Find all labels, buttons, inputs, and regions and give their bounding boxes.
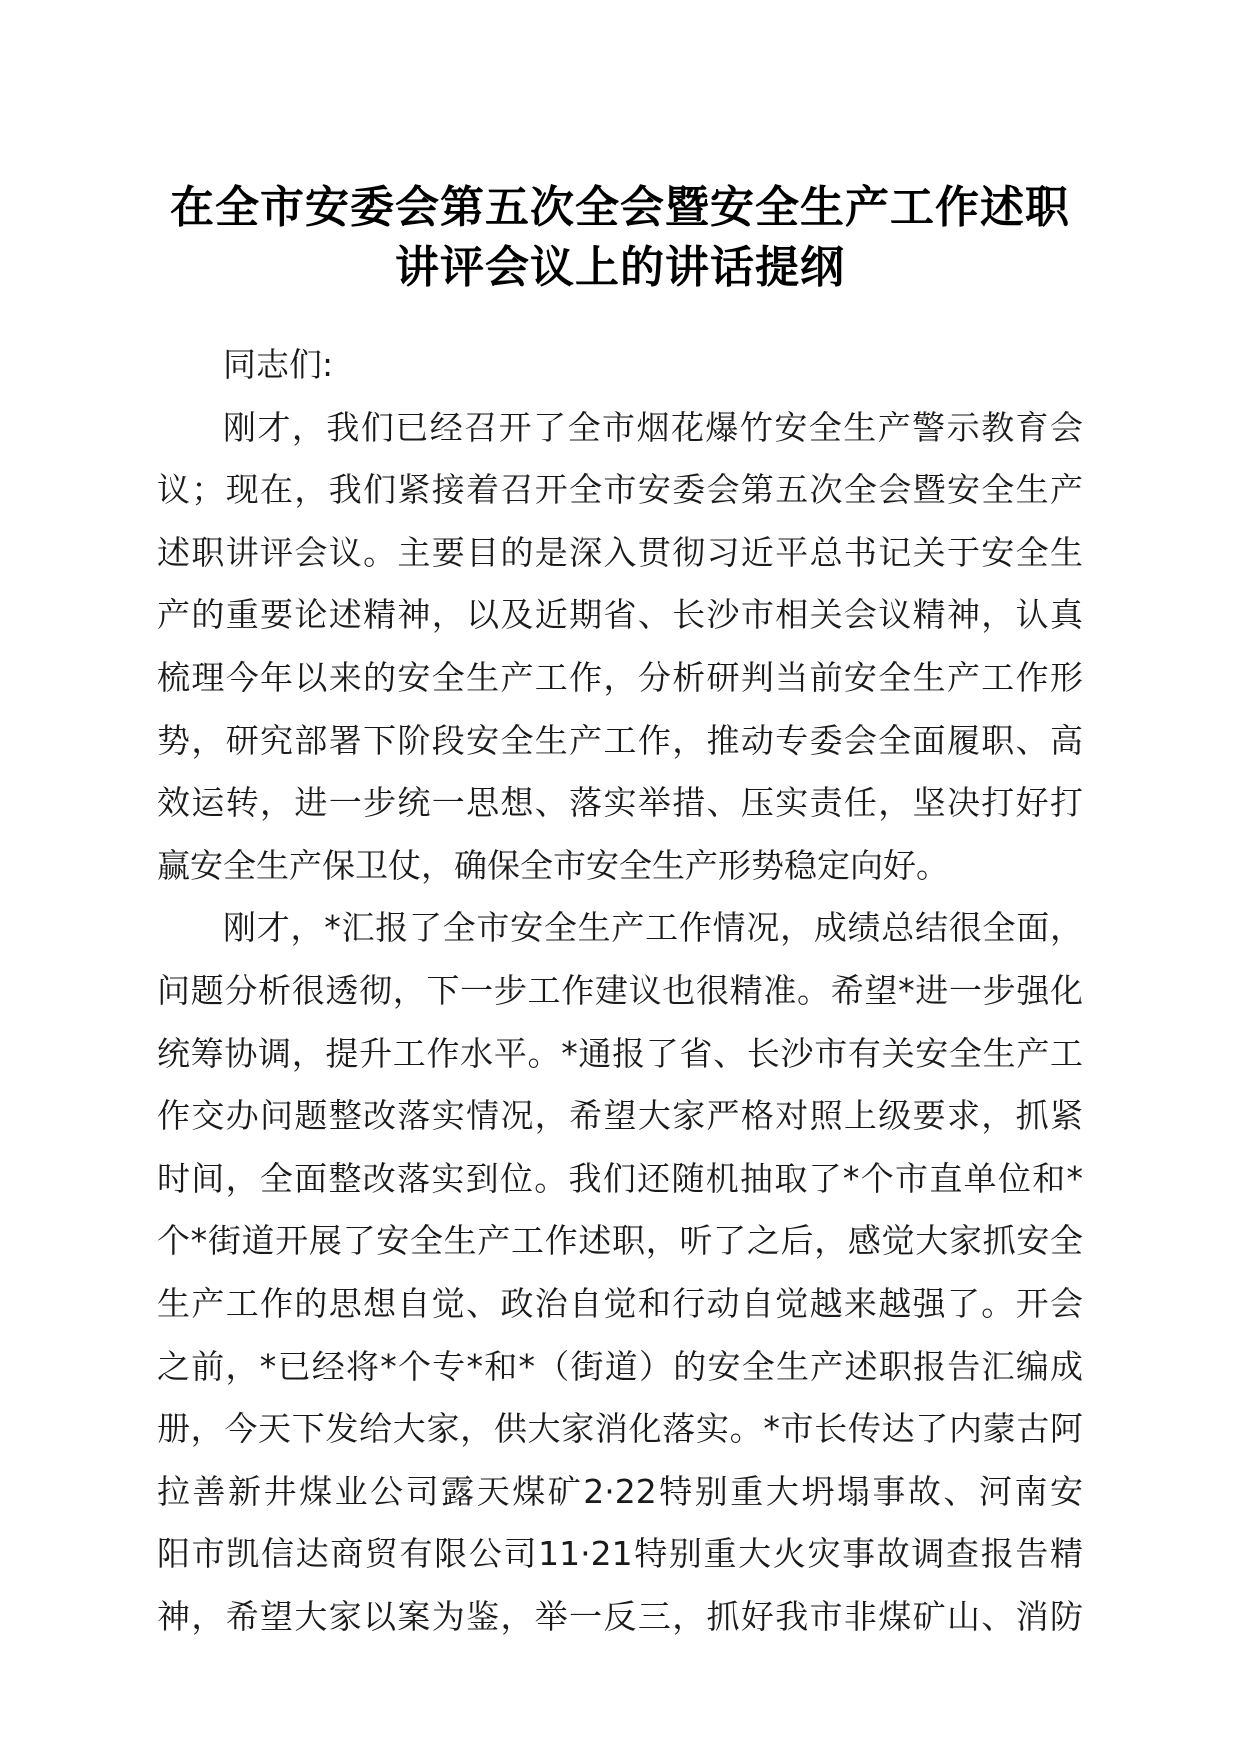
paragraph-line: 产的重要论述精神，以及近期省、长沙市相关会议精神，认真 [157,595,1083,635]
paragraph-line: 个*街道开展了安全生产工作述职，听了之后，感觉大家抓安全 [157,1221,1083,1261]
paragraph-line: 述职讲评会议。主要目的是深入贯彻习近平总书记关于安全生 [157,532,1083,572]
paragraph-line: 拉善新井煤业公司露天煤矿2·22特别重大坍塌事故、河南安 [157,1471,1083,1511]
paragraph-line: 作交办问题整改落实情况，希望大家严格对照上级要求，抓紧 [157,1096,1083,1136]
paragraph-line: 阳市凯信达商贸有限公司11·21特别重大火灾事故调查报告精 [157,1534,1083,1574]
title-line-1: 在全市安委会第五次全会暨安全生产工作述职 [170,182,1070,233]
paragraph-line: 之前，*已经将*个专*和*（街道）的安全生产述职报告汇编成 [157,1346,1083,1386]
paragraph-line: 梳理今年以来的安全生产工作，分析研判当前安全生产工作形 [157,657,1083,697]
paragraph-line: 统筹协调，提升工作水平。*通报了省、长沙市有关安全生产工 [157,1033,1083,1073]
paragraph-line: 效运转，进一步统一思想、落实举措、压实责任，坚决打好打 [157,783,1083,823]
paragraph-line: 刚才，我们已经召开了全市烟花爆竹安全生产警示教育会 [223,407,1083,447]
paragraph-line: 神，希望大家以案为鉴，举一反三，抓好我市非煤矿山、消防 [157,1596,1083,1636]
paragraph-line: 刚才，*汇报了全市安全生产工作情况，成绩总结很全面， [223,908,1083,948]
paragraph-line: 时间，全面整改落实到位。我们还随机抽取了*个市直单位和* [157,1158,1083,1198]
paragraph-line: 册，今天下发给大家，供大家消化落实。*市长传达了内蒙古阿 [157,1409,1083,1449]
title-line-2: 讲评会议上的讲话提纲 [395,242,845,293]
paragraph-line: 生产工作的思想自觉、政治自觉和行动自觉越来越强了。开会 [157,1283,1083,1323]
salutation: 同志们: [223,345,334,384]
paragraph-line: 议；现在，我们紧接着召开全市安委会第五次全会暨安全生产 [157,470,1083,510]
paragraph-line: 赢安全生产保卫仗，确保全市安全生产形势稳定向好。 [157,845,949,885]
paragraph-2 [157,897,1083,1648]
paragraph-line: 问题分析很透彻，下一步工作建议也很精准。希望*进一步强化 [157,970,1083,1010]
paragraph-1 [157,397,1083,898]
paragraph-line: 势，研究部署下阶段安全生产工作，推动专委会全面履职、高 [157,720,1083,760]
document-body [157,334,1083,1648]
document-title [130,178,1110,298]
